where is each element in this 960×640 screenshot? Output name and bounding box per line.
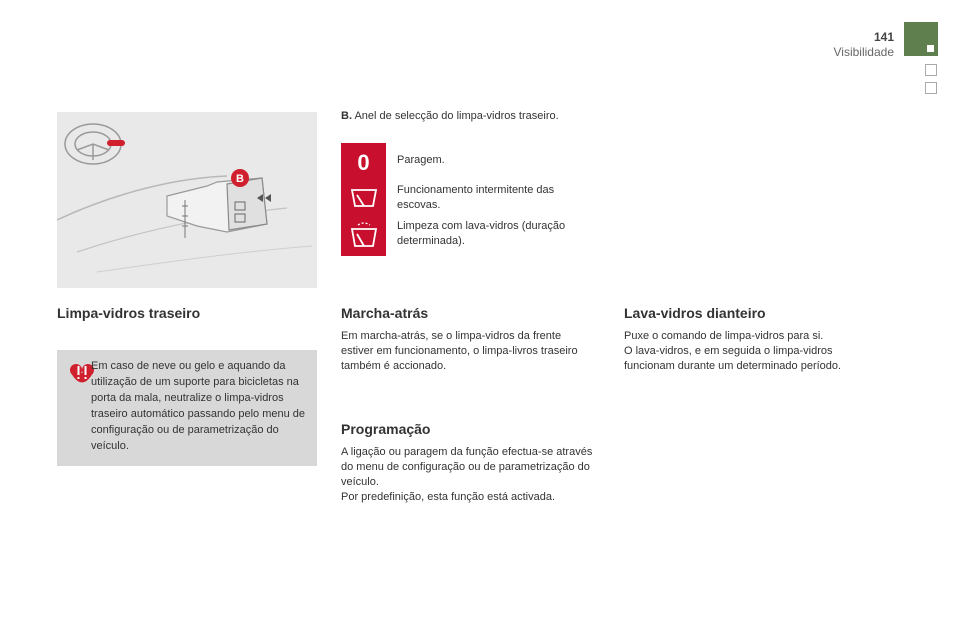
intermittent-wiper-icon [341, 181, 386, 215]
stop-symbol-text: 0 [357, 150, 370, 175]
reverse-title: Marcha-atrás [341, 305, 429, 321]
programming-body-1: A ligação ou paragem da função efectua-se através do menu de configuração ou de parametrização do veículo. [341, 446, 593, 488]
callout-b-label: B [236, 173, 244, 185]
section-tab-active [904, 22, 938, 56]
front-washer-title: Lava-vidros dianteiro [624, 305, 766, 321]
stalk-highlight [107, 140, 125, 146]
wash-wipe-icon [341, 217, 386, 253]
ring-symbols [341, 143, 386, 256]
wiper-stalk-drawing [57, 112, 317, 288]
position-stop-description: Paragem. [397, 154, 445, 166]
reverse-body: Em marcha-atrás, se o limpa-vidros da frente estiver em funcionamento, o limpa-livros traseiro também é accionado. [341, 330, 578, 372]
rear-wiper-title: Limpa-vidros traseiro [57, 305, 201, 321]
ring-b-caption [341, 110, 601, 122]
position-stop-symbol [341, 147, 386, 179]
programming-title: Programação [341, 421, 431, 437]
warning-box [57, 350, 317, 466]
section-tab-empty [925, 82, 937, 94]
section-tab-empty [925, 64, 937, 76]
front-washer-body-2: O lava-vidros, e em seguida o limpa-vidros funcionam durante um determinado período. [624, 345, 842, 372]
caption-prefix: B. [341, 110, 352, 122]
wiper-stalk-illustration [57, 112, 317, 288]
warning-text: Em caso de neve ou gelo e aquando da utilização de um suporte para bicicletas na porta da mala, neutralize o limpa-vidros traseiro automático passando pelo menu de configuração ou de parametrização do veículo. [91, 360, 306, 452]
position-wash-description: Limpeza com lava-vidros (duração determinada). [397, 220, 566, 247]
tab-marker [927, 45, 934, 52]
position-intermittent-description: Funcionamento intermitente das escovas. [397, 184, 555, 211]
page-number: 141 [873, 30, 894, 44]
section-tag: Visibilidade [833, 45, 894, 59]
caption-text: Anel de selecção do limpa-vidros traseiro. [354, 110, 559, 122]
programming-body-2: Por predefinição, esta função está activada. [341, 491, 556, 503]
front-washer-body-1: Puxe o comando de limpa-vidros para si. [624, 330, 824, 342]
